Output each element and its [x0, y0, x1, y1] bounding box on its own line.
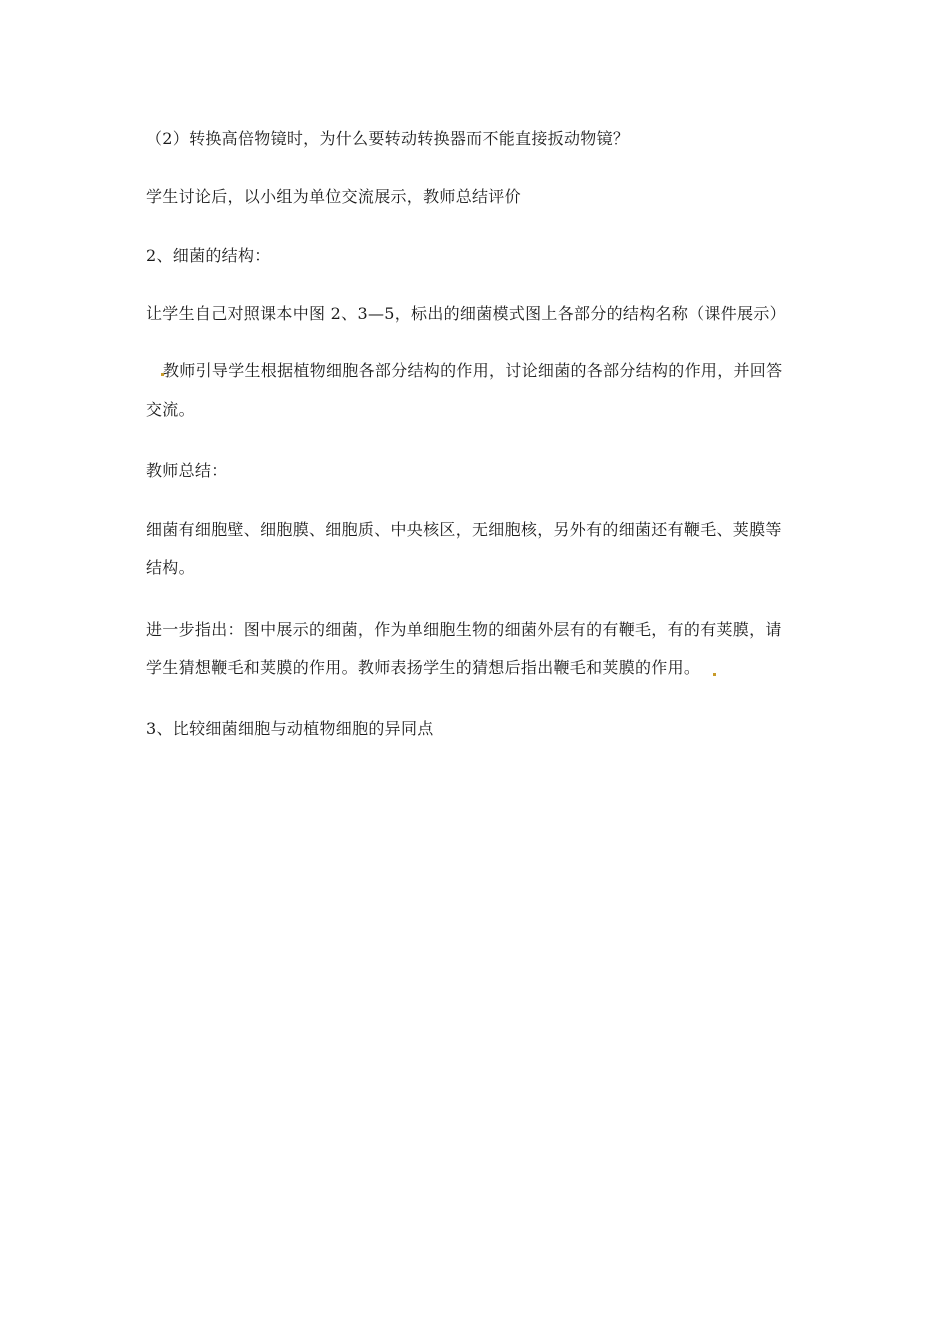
- teacher-summary-heading: 教师总结：: [146, 461, 228, 480]
- summary-line-2: 结构。: [146, 558, 195, 577]
- student-task-line: 让学生自己对照课本中图 2、3—5，标出的细菌模式图上各部分的结构名称（课件展示）: [146, 304, 786, 323]
- section-2-heading: 2、细菌的结构：: [146, 246, 271, 265]
- further-point-line-2: 学生猜想鞭毛和荚膜的作用。教师表扬学生的猜想后指出鞭毛和荚膜的作用。: [146, 658, 701, 677]
- teacher-guide-line-2: 交流。: [146, 400, 195, 419]
- question-2: （2）转换高倍物镜时，为什么要转动转换器而不能直接扳动物镜？: [146, 129, 630, 148]
- annotation-dot: [713, 673, 716, 676]
- summary-line-1: 细菌有细胞壁、细胞膜、细胞质、中央核区，无细胞核，另外有的细菌还有鞭毛、荚膜等: [146, 520, 782, 539]
- discussion-line: 学生讨论后，以小组为单位交流展示，教师总结评价: [146, 187, 521, 206]
- further-point-line-1: 进一步指出：图中展示的细菌，作为单细胞生物的细菌外层有的有鞭毛，有的有荚膜，请: [146, 620, 782, 639]
- teacher-guide-line-1: 教师引导学生根据植物细胞各部分结构的作用，讨论细菌的各部分结构的作用，并回答: [163, 361, 783, 380]
- section-3-heading: 3、比较细菌细胞与动植物细胞的异同点: [146, 719, 434, 738]
